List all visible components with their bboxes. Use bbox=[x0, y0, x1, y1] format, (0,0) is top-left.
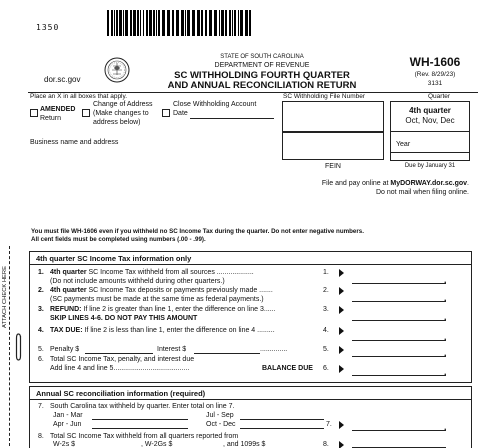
form-title-line2: AND ANNUAL RECONCILIATION RETURN bbox=[167, 80, 357, 91]
interest-input[interactable] bbox=[194, 353, 260, 354]
section2-title: Annual SC reconciliation information (required) bbox=[36, 389, 206, 398]
quarter-label: Quarter bbox=[428, 93, 451, 100]
close-account-checkbox[interactable] bbox=[162, 109, 170, 117]
file-online-text: File and pay online at MyDORWAY.dor.sc.gov. bbox=[321, 180, 469, 187]
w2-label: W-2s $ bbox=[53, 441, 76, 448]
notice-line-2: All cent fields must be completed using numbers (.00 - .99). bbox=[31, 236, 206, 243]
jul-sep-input[interactable] bbox=[240, 419, 324, 420]
form-number: WH-1606 bbox=[409, 55, 461, 69]
file-number-label: SC Withholding File Number bbox=[283, 93, 366, 100]
line5-amount-input[interactable] bbox=[352, 356, 446, 357]
line1-arrow-icon bbox=[339, 269, 344, 277]
business-name-address-field[interactable] bbox=[30, 148, 275, 208]
line7-arrow-icon bbox=[339, 421, 344, 429]
no-mail-text: Do not mail when filing online. bbox=[376, 189, 469, 196]
line3-text: REFUND: If line 2 is greater than line 1, enter the difference on line 3...... bbox=[50, 306, 276, 313]
change-address-label-2: (Make changes to bbox=[93, 110, 149, 117]
form-id: 3131 bbox=[427, 80, 443, 87]
amended-label: AMENDED bbox=[40, 106, 76, 113]
oct-dec-label: Oct - Dec bbox=[206, 421, 236, 428]
line5-interest-label: Interest $ bbox=[157, 346, 187, 353]
form-code: 1350 bbox=[36, 23, 60, 32]
fein-label: FEIN bbox=[325, 163, 341, 170]
line5-penalty-label: Penalty $ bbox=[50, 346, 80, 353]
line3-arrow-icon bbox=[339, 306, 344, 314]
form-revision: (Rev. 8/29/23) bbox=[414, 71, 456, 78]
amended-checkbox[interactable] bbox=[30, 109, 38, 117]
penalty-input[interactable] bbox=[85, 353, 153, 354]
line1-note: (Do not include amounts withheld during other quarters.) bbox=[50, 278, 225, 285]
line3-skip-note: SKIP LINES 4-6. DO NOT PAY THIS AMOUNT bbox=[50, 315, 198, 322]
line7-text: South Carolina tax withheld by quarter. Enter total on line 7. bbox=[50, 403, 235, 410]
mydorway-link[interactable]: MyDORWAY.dor.sc.gov bbox=[390, 180, 468, 187]
line2-note: (SC payments must be made at the same time as federal payments.) bbox=[50, 296, 264, 303]
fein-input[interactable] bbox=[282, 132, 384, 160]
close-account-label: Close Withholding Account bbox=[173, 101, 257, 108]
line6-arrow-icon bbox=[339, 365, 344, 373]
line2-arrow-icon bbox=[339, 287, 344, 295]
line4-arrow-icon bbox=[339, 327, 344, 335]
line1-text: 4th quarter SC Income Tax withheld from all sources ................... bbox=[50, 269, 254, 276]
oct-dec-input[interactable] bbox=[240, 428, 324, 429]
form-title-line1: SC WITHHOLDING FOURTH QUARTER bbox=[174, 70, 350, 81]
1099-label: , and 1099s $ bbox=[223, 441, 266, 448]
amended-label-2: Return bbox=[40, 115, 62, 122]
box-instruction: Place an X in all boxes that apply. bbox=[30, 93, 128, 100]
jan-mar-label: Jan - Mar bbox=[53, 412, 83, 419]
line5-arrow-icon bbox=[339, 346, 344, 354]
quarter-months: Oct, Nov, Dec bbox=[405, 116, 455, 125]
business-name-label: Business name and address bbox=[30, 139, 119, 146]
paperclip-icon bbox=[14, 332, 23, 362]
close-date-line bbox=[190, 118, 274, 119]
w2g-label: , W-2Gs $ bbox=[141, 441, 173, 448]
state-label: STATE OF SOUTH CAROLINA bbox=[220, 54, 304, 60]
line1-amount-input[interactable] bbox=[352, 283, 446, 284]
line6-amount-input[interactable] bbox=[352, 375, 446, 376]
balance-due-label: BALANCE DUE bbox=[262, 365, 313, 372]
jul-sep-label: Jul - Sep bbox=[206, 412, 234, 419]
section1-title: 4th quarter SC Income Tax information only bbox=[36, 254, 192, 263]
line2-amount-input[interactable] bbox=[352, 301, 446, 302]
jan-mar-input[interactable] bbox=[92, 419, 188, 420]
year-label: Year bbox=[396, 141, 411, 148]
barcode-icon bbox=[107, 10, 253, 36]
dept-label: DEPARTMENT OF REVENUE bbox=[214, 62, 310, 69]
apr-jun-label: Apr - Jun bbox=[53, 421, 82, 428]
line8-arrow-icon bbox=[339, 441, 344, 448]
state-seal-icon bbox=[104, 57, 130, 83]
line8-text: Total SC Income Tax withheld from all quarters reported from bbox=[50, 433, 239, 440]
change-address-label: Change of Address bbox=[93, 101, 153, 108]
website-label: dor.sc.gov bbox=[44, 75, 81, 84]
change-address-label-3: address below) bbox=[93, 119, 141, 126]
line4-amount-input[interactable] bbox=[352, 340, 446, 341]
apr-jun-input[interactable] bbox=[92, 428, 188, 429]
line6-text: Total SC Income Tax, penalty, and interest due bbox=[50, 356, 195, 363]
file-number-input[interactable] bbox=[282, 101, 384, 132]
line2-text: 4th quarter SC Income Tax deposits or payments previously made ....... bbox=[50, 287, 273, 294]
close-date-label: Date bbox=[173, 110, 188, 117]
due-date-label: Due by January 31 bbox=[404, 163, 456, 169]
notice-line-1: You must file WH-1606 even if you withheld no SC Income Tax during the quarter. Do not enter negative numbers. bbox=[31, 228, 364, 235]
quarter-title: 4th quarter bbox=[409, 106, 451, 115]
line4-text: TAX DUE: If line 2 is less than line 1, enter the difference on line 4 ......... bbox=[50, 327, 275, 334]
attach-check-label: ATTACH CHECK HERE bbox=[2, 266, 8, 328]
line6-text-2: Add line 4 and line 5....................................... bbox=[50, 365, 190, 372]
line3-amount-input[interactable] bbox=[352, 320, 446, 321]
change-address-checkbox[interactable] bbox=[82, 109, 90, 117]
line7-amount-input[interactable] bbox=[352, 430, 446, 431]
